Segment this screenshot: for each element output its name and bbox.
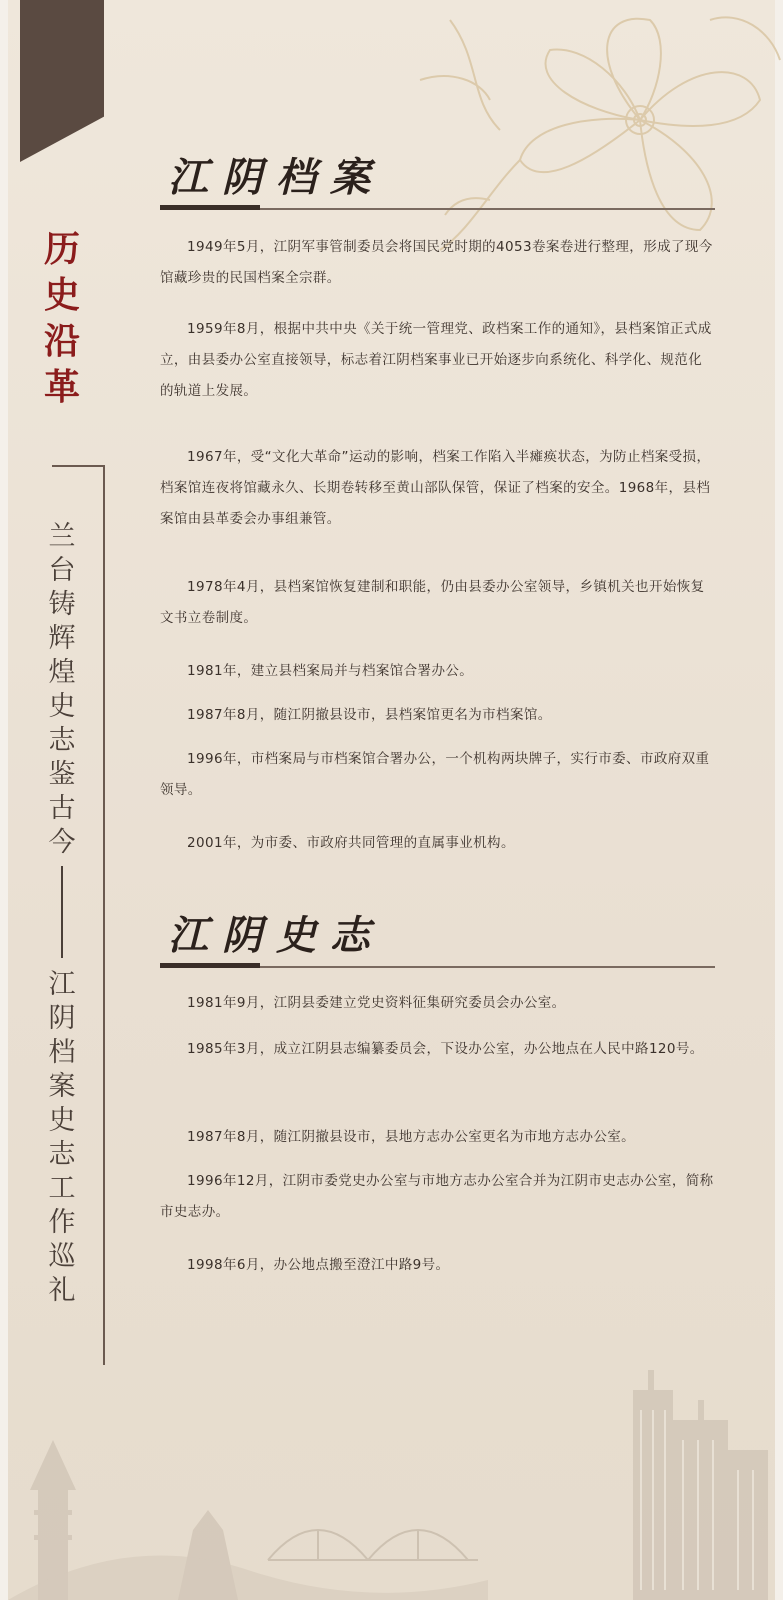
section-title-char: 革	[43, 366, 80, 408]
sidebar-divider-horizontal	[52, 465, 104, 467]
section-heading-chronicles: 江阴史志	[168, 912, 384, 959]
slogan-dash	[61, 866, 63, 958]
sidebar-divider-vertical	[103, 465, 105, 1365]
slogan-char: 工	[48, 1173, 76, 1204]
section-title-vertical	[40, 226, 84, 410]
paragraph: 1987年8月，随江阴撤县设市，县档案馆更名为市档案馆。	[187, 707, 552, 723]
paragraph: 1985年3月，成立江阴县志编纂委员会，下设办公室，办公地点在人民中路120号。	[187, 1041, 704, 1057]
slogan-char: 铸	[48, 589, 76, 620]
slogan-char: 志	[48, 1139, 76, 1170]
paragraph: 1949年5月，江阴军事管制委员会将国民党时期的4053卷案卷进行整理，形成了现今馆藏珍贵的民国档案全宗群。	[160, 239, 713, 286]
section-title-char: 史	[43, 274, 80, 316]
section-title-char: 沿	[43, 320, 80, 362]
paragraph: 1959年8月，根据中共中央《关于统一管理党、政档案工作的通知》，县档案馆正式成立，由县委办公室直接领导，标志着江阴档案事业已开始逐步向系统化、科学化、规范化的轨道上发展。	[160, 321, 712, 399]
slogan-char: 煌	[48, 657, 76, 688]
slogan-char: 古	[48, 793, 76, 824]
paragraph: 1987年8月，随江阴撤县设市，县地方志办公室更名为市地方志办公室。	[187, 1129, 636, 1145]
slogan-char: 辉	[48, 623, 76, 654]
slogan-char: 台	[48, 555, 76, 586]
paragraph: 1967年，受“文化大革命”运动的影响，档案工作陷入半瘫痪状态，为防止档案受损，档案馆连夜将馆藏永久、长期卷转移至黄山部队保管，保证了档案的安全。1968年，县档案馆由县革委会办事组兼管。	[160, 449, 711, 527]
slogan-char: 兰	[48, 521, 76, 552]
slogan-char: 鉴	[48, 759, 76, 790]
heading-rule-accent	[160, 205, 260, 210]
slogan-char: 今	[48, 827, 76, 858]
slogan-char: 档	[48, 1037, 76, 1068]
heading-rule-accent	[160, 963, 260, 968]
paragraph: 1996年12月，江阴市委党史办公室与市地方志办公室合并为江阴市史志办公室，简称市史志办。	[160, 1173, 714, 1220]
slogan-char: 史	[48, 691, 76, 722]
slogan-char: 案	[48, 1071, 76, 1102]
slogan-char: 作	[48, 1207, 76, 1238]
slogan-char: 阴	[48, 1003, 76, 1034]
left-margin-strip	[0, 0, 8, 1600]
city-skyline-illustration	[8, 1360, 775, 1600]
slogan-char: 江	[48, 969, 76, 1000]
paragraph: 1978年4月，县档案馆恢复建制和职能，仍由县委办公室领导，乡镇机关也开始恢复文书立卷制度。	[160, 579, 705, 626]
paragraph: 2001年，为市委、市政府共同管理的直属事业机构。	[187, 835, 515, 851]
section-title-char: 历	[43, 228, 80, 270]
flower-illustration	[410, 0, 783, 260]
section-heading-archives: 江阴档案	[168, 154, 384, 201]
slogan-char: 礼	[48, 1275, 76, 1306]
slogan-char: 志	[48, 725, 76, 756]
slogan-vertical	[44, 520, 80, 1308]
paragraph: 1981年，建立县档案局并与档案馆合署办公。	[187, 663, 474, 679]
slogan-char: 史	[48, 1105, 76, 1136]
paragraph: 1996年，市档案局与市档案馆合署办公，一个机构两块牌子，实行市委、市政府双重领导。	[160, 751, 710, 798]
paragraph: 1998年6月，办公地点搬至澄江中路9号。	[187, 1257, 450, 1273]
slogan-char: 巡	[48, 1241, 76, 1272]
paragraph: 1981年9月，江阴县委建立党史资料征集研究委员会办公室。	[187, 995, 566, 1011]
